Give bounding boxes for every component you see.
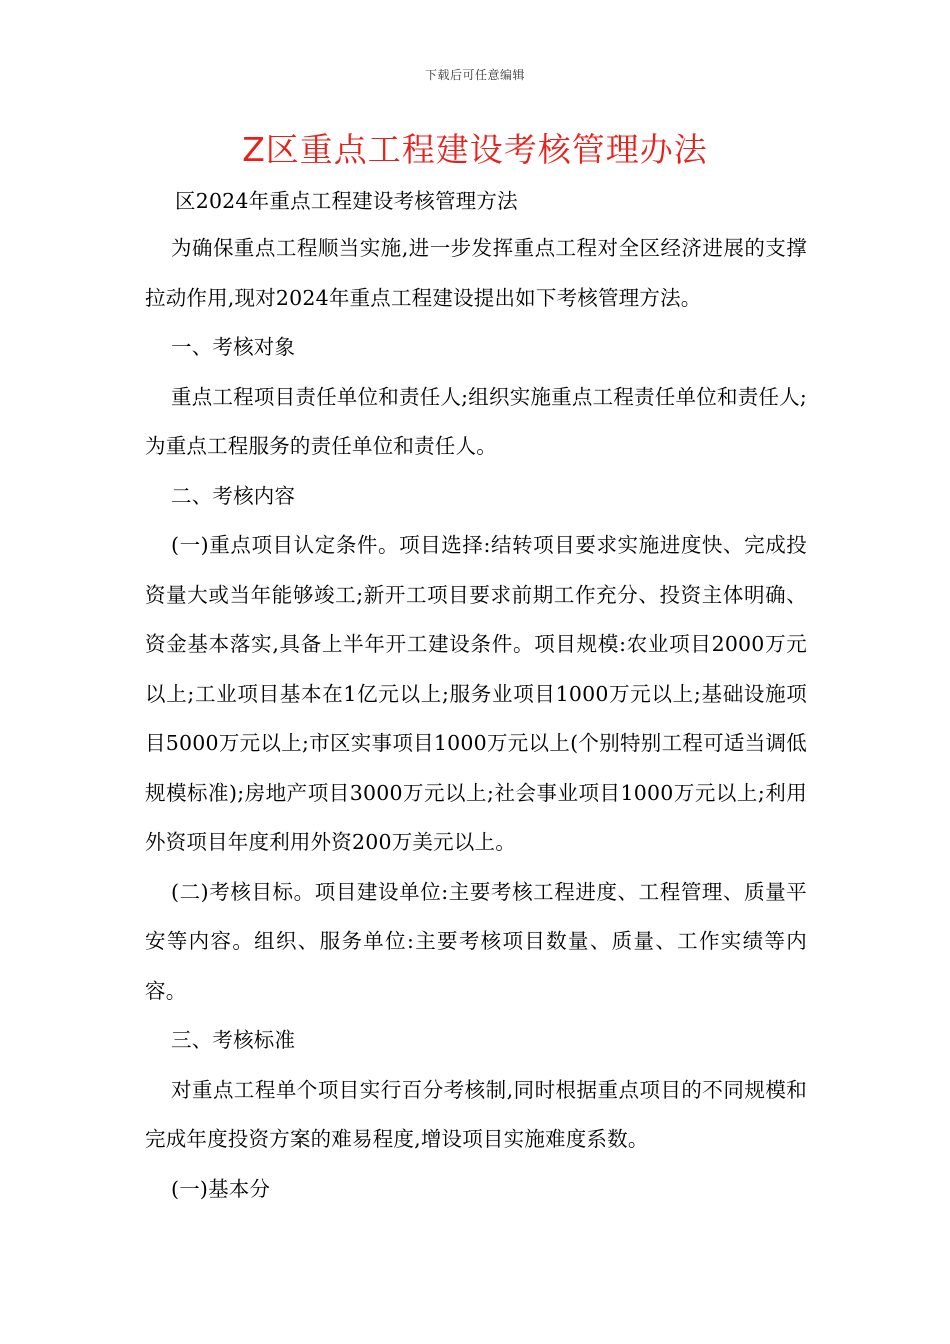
section-heading-2: 二、考核内容 [171, 483, 296, 508]
section-2-item-1: (一)重点项目认定条件。项目选择:结转项目要求实施进度快、完成投资量大或当年能够竣工;新开工项目要求前期工作充分、投资主体明确、资金基本落实,具备上半年开工建设条件。项目规模:农业项目2000万元以上;工业项目基本在1亿元以上;服务业项目1000万元以上;基础设施项目5000万元以上;市区实事项目1000万元以上(个别特别工程可适当调低规模标准);房地产项目3000万元以上;社会事业项目1000万元以上;利用外资项目年度利用外资200万美元以上。 [145, 533, 807, 854]
section-2-item-2: (二)考核目标。项目建设单位:主要考核工程进度、工程管理、质量平安等内容。组织、服务单位:主要考核项目数量、质量、工作实绩等内容。 [145, 879, 807, 1003]
document-body [145, 178, 807, 1214]
section-1-paragraph: 重点工程项目责任单位和责任人;组织实施重点工程责任单位和责任人;为重点工程服务的责任单位和责任人。 [145, 384, 807, 458]
subtitle-paragraph: 区2024年重点工程建设考核管理方法 [175, 189, 518, 213]
section-3-paragraph: 对重点工程单个项目实行百分考核制,同时根据重点项目的不同规模和完成年度投资方案的难易程度,增设项目实施难度系数。 [145, 1077, 807, 1151]
intro-paragraph: 为确保重点工程顺当实施,进一步发挥重点工程对全区经济进展的支撑拉动作用,现对2024年重点工程建设提出如下考核管理方法。 [145, 236, 807, 310]
section-3-item-1: (一)基本分 [171, 1176, 271, 1201]
section-heading-3: 三、考核标准 [171, 1028, 296, 1052]
header-note: 下载后可任意编辑 [424, 68, 525, 82]
document-title: Z区重点工程建设考核管理办法 [242, 130, 708, 169]
section-heading-1: 一、考核对象 [171, 335, 296, 359]
